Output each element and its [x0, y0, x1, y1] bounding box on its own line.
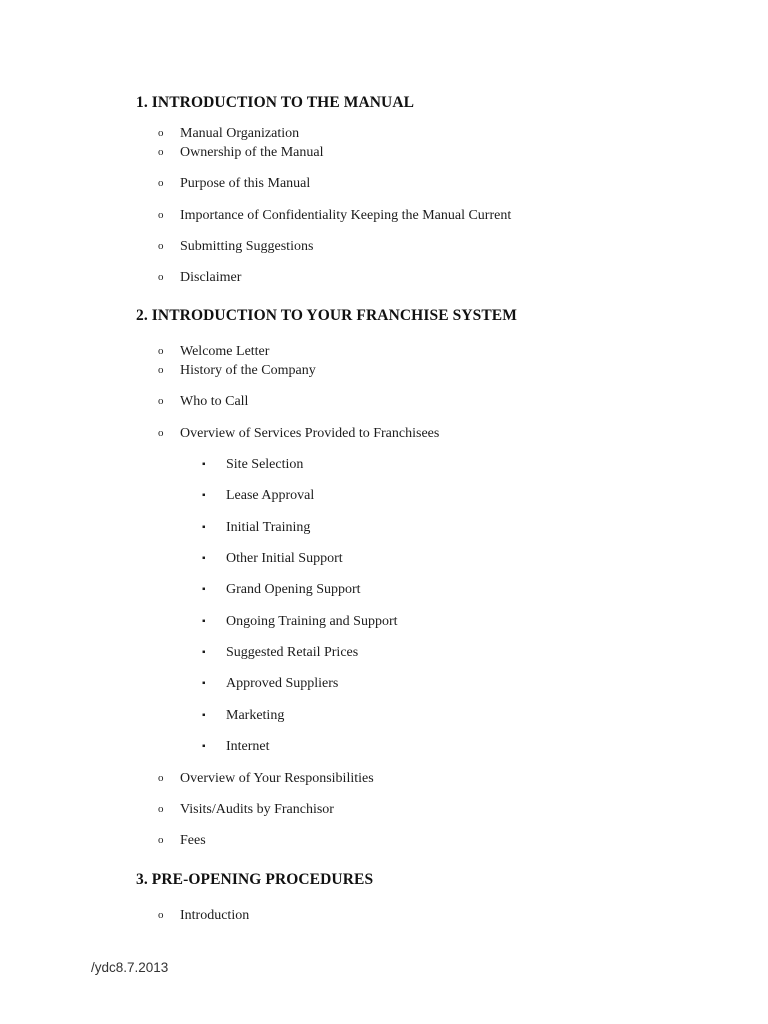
- circle-bullet-icon: o: [158, 127, 164, 139]
- circle-bullet-icon: o: [158, 834, 164, 846]
- square-bullet-icon: ▪: [202, 459, 206, 470]
- list-item: [158, 394, 248, 410]
- list-item: [158, 802, 334, 818]
- list-item-label: Overview of Your Responsibilities: [180, 771, 374, 786]
- sub-list-item-label: Initial Training: [226, 520, 311, 535]
- sub-list-item-label: Marketing: [226, 708, 285, 723]
- square-bullet-icon: ▪: [202, 647, 206, 658]
- square-bullet-icon: ▪: [202, 741, 206, 752]
- list-item-label: Introduction: [180, 908, 250, 923]
- list-item: [158, 344, 269, 360]
- circle-bullet-icon: o: [158, 177, 164, 189]
- sub-list-item: [202, 551, 343, 567]
- list-item: [158, 426, 439, 442]
- sub-list-item: [202, 708, 284, 724]
- sub-list-item-label: Other Initial Support: [226, 551, 343, 566]
- sub-list-item: [202, 457, 303, 473]
- list-item: [158, 270, 241, 286]
- list-item-label: Manual Organization: [180, 126, 300, 141]
- section-1-heading: 1. INTRODUCTION TO THE MANUAL: [136, 94, 415, 111]
- sub-list-item-label: Grand Opening Support: [226, 582, 361, 597]
- sub-list-item: [202, 645, 358, 661]
- list-item: [158, 239, 313, 255]
- square-bullet-icon: ▪: [202, 490, 206, 501]
- circle-bullet-icon: o: [158, 909, 164, 921]
- list-item: [158, 208, 511, 224]
- sub-list-item-label: Suggested Retail Prices: [226, 645, 359, 660]
- list-item: [158, 145, 323, 161]
- sub-list-item: [202, 582, 361, 598]
- list-item-label: Ownership of the Manual: [180, 145, 324, 160]
- sub-list-item: [202, 520, 310, 536]
- circle-bullet-icon: o: [158, 395, 164, 407]
- square-bullet-icon: ▪: [202, 710, 206, 721]
- square-bullet-icon: ▪: [202, 553, 206, 564]
- footer-document-id: /ydc8.7.2013: [91, 960, 169, 975]
- circle-bullet-icon: o: [158, 772, 164, 784]
- square-bullet-icon: ▪: [202, 678, 206, 689]
- sub-list-item-label: Lease Approval: [226, 488, 315, 503]
- sub-list-item-label: Site Selection: [226, 457, 304, 472]
- circle-bullet-icon: o: [158, 364, 164, 376]
- square-bullet-icon: ▪: [202, 584, 206, 595]
- section-2-heading: 2. INTRODUCTION TO YOUR FRANCHISE SYSTEM: [136, 307, 517, 324]
- square-bullet-icon: ▪: [202, 616, 206, 627]
- list-item: [158, 908, 249, 924]
- circle-bullet-icon: o: [158, 146, 164, 158]
- sub-list-item-label: Ongoing Training and Support: [226, 614, 398, 629]
- list-item-label: Importance of Confidentiality Keeping the Manual Current: [180, 208, 512, 223]
- circle-bullet-icon: o: [158, 209, 164, 221]
- list-item-label: Purpose of this Manual: [180, 176, 311, 191]
- sub-list-item-label: Internet: [226, 739, 270, 754]
- sub-list-item-label: Approved Suppliers: [226, 676, 339, 691]
- circle-bullet-icon: o: [158, 345, 164, 357]
- list-item-label: Who to Call: [180, 394, 249, 409]
- circle-bullet-icon: o: [158, 427, 164, 439]
- list-item-label: Overview of Services Provided to Franchisees: [180, 426, 440, 441]
- sub-list-item: [202, 614, 398, 630]
- list-item: [158, 771, 374, 787]
- sub-list-item: [202, 676, 338, 692]
- list-item: [158, 176, 310, 192]
- list-item-label: Fees: [180, 833, 206, 848]
- circle-bullet-icon: o: [158, 240, 164, 252]
- list-item: [158, 363, 316, 379]
- list-item: [158, 833, 206, 849]
- list-item-label: Submitting Suggestions: [180, 239, 314, 254]
- circle-bullet-icon: o: [158, 803, 164, 815]
- list-item-label: Disclaimer: [180, 270, 242, 285]
- circle-bullet-icon: o: [158, 271, 164, 283]
- list-item-label: History of the Company: [180, 363, 316, 378]
- section-3-heading: 3. PRE-OPENING PROCEDURES: [136, 871, 374, 888]
- list-item: [158, 126, 299, 142]
- sub-list-item: [202, 739, 270, 755]
- list-item-label: Welcome Letter: [180, 344, 270, 359]
- sub-list-item: [202, 488, 314, 504]
- square-bullet-icon: ▪: [202, 522, 206, 533]
- list-item-label: Visits/Audits by Franchisor: [180, 802, 334, 817]
